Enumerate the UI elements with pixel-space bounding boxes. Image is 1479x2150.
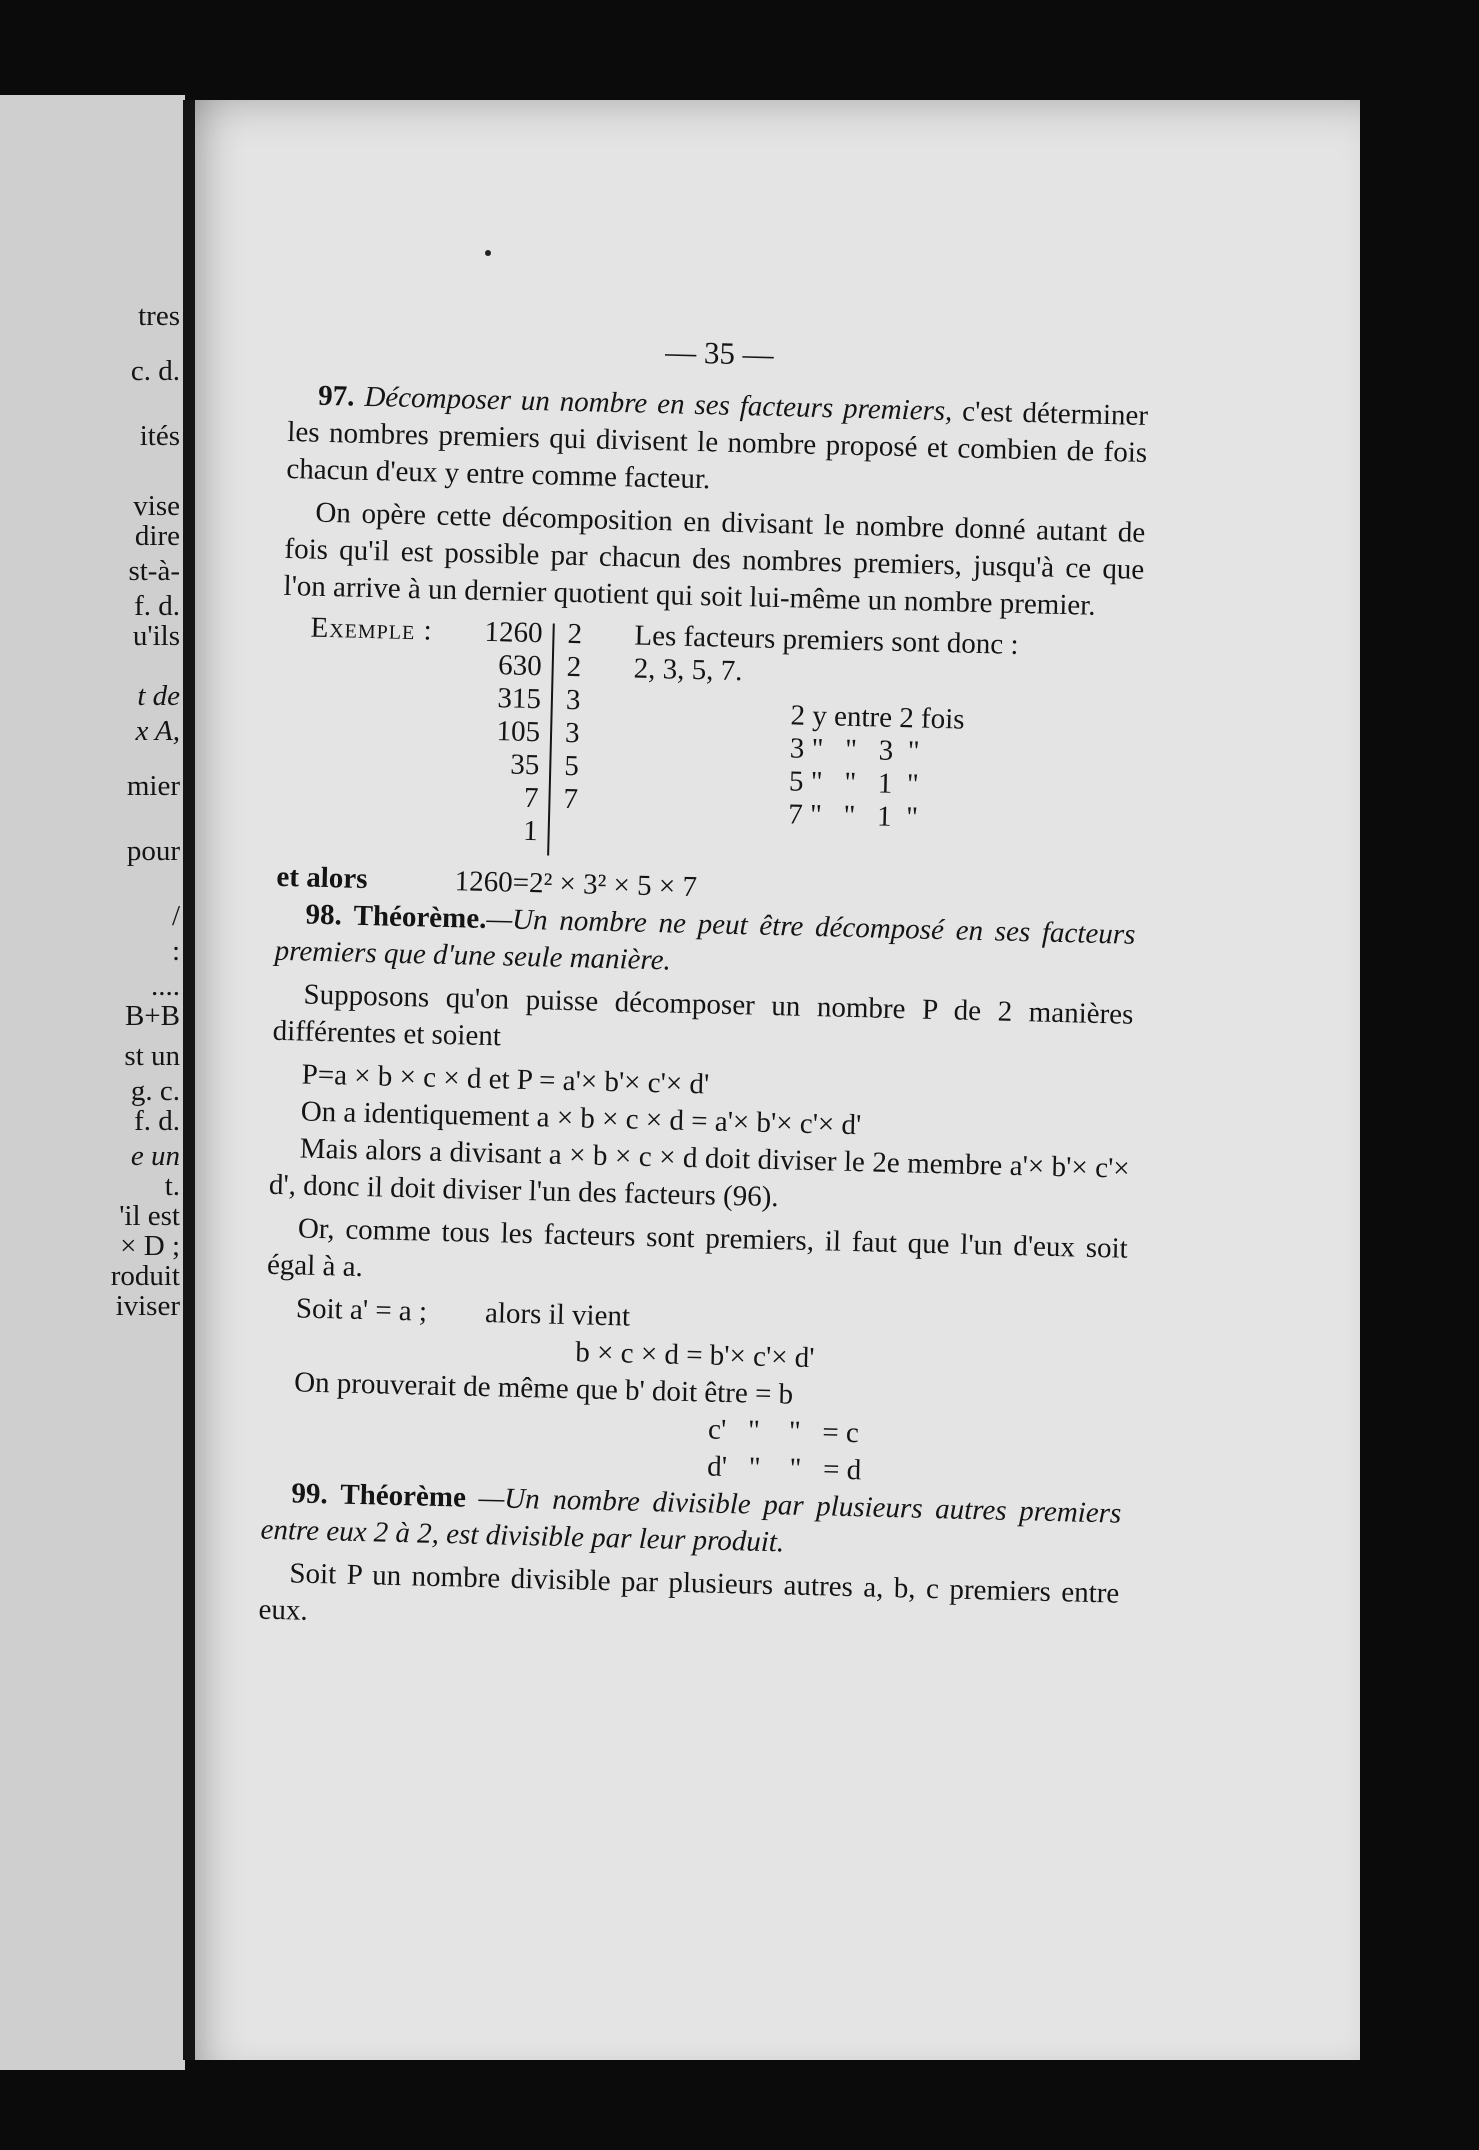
page-number: — 35 — [664,334,775,372]
margin-fragment: c. d. [130,355,180,387]
speck [485,250,491,256]
dividend: 1260 [484,615,543,650]
divisor: 7 [563,782,579,816]
definition-text: c'est déterminer les nombres premiers qui divisent le nombre proposé et combien de fois chacun d'eux y entre comme facteur. [286,395,1149,496]
section-number: 97. [317,379,355,413]
dividend: 630 [497,649,543,683]
dividend: 105 [496,715,541,749]
division-bar [547,624,555,856]
section-99-p1: Soit P un nombre divisible par plusieurs autres a, b, c premiers entre eux. [258,1557,1120,1627]
equation-3: b × c × d = b'× c'× d' [574,1336,815,1375]
margin-fragment: t de [137,680,180,712]
margin-fragment: mier [126,770,180,802]
divisor: 5 [563,749,580,783]
soit-line: Soit a' = a ; alors il vient [295,1292,631,1333]
margin-fragment: ités [139,420,180,452]
example-conclusion [633,620,1019,695]
margin-fragment: dire [134,520,180,552]
multiplicity-row: 2 y entre 2 fois [790,699,965,736]
divisor: 2 [567,617,583,651]
equation-2: On a identiquement a × b × c × d = a'× b'× c'× d' [300,1095,862,1142]
theorem-statement: —Un nombre ne peut être décomposé en ses facteurs premiers que d'une seule manière. [274,902,1136,977]
section-number: 99. [291,1477,329,1511]
margin-fragment: st-à- [128,555,180,587]
multiplicity-row: 7 " " 1 " [787,798,919,834]
margin-fragment: u'ils [132,620,180,652]
divisor: 3 [564,716,581,750]
multiplicity-row: 5 " " 1 " [788,765,920,801]
margin-fragment: st un [124,1040,180,1072]
example-label: Exemple : [310,611,433,647]
dividend: 315 [497,682,542,716]
proof-p3: Or, comme tous les facteurs sont premiers, il faut que l'un d'eux soit égal à a. [266,1212,1129,1284]
divisor: 3 [565,683,581,717]
section-title: Décomposer un nombre en ses facteurs premiers, [364,380,953,428]
dividend-column [457,615,543,848]
margin-fragment: B+B [124,1000,180,1032]
divisor: 2 [566,650,582,684]
margin-fragment: .... [151,970,180,1002]
divisor-column [563,618,608,817]
method-paragraph: On opère cette décomposition en divisant le nombre donné autant de fois qu'il est possible par chacun des nombres premiers, jusqu'à ce que l'on arrive à un dernier quotient qui soit lui-même un nombre premier. [283,496,1146,622]
margin-fragment: : [171,935,180,967]
margin-fragment: pour [126,835,180,867]
margin-fragment: e un [130,1140,180,1172]
dividend: 7 [523,781,539,815]
proof-p1: Supposons qu'on puisse décomposer un nombre P de 2 manières différentes et soient [272,978,1134,1053]
margin-fragment: g. c. [130,1075,180,1107]
proof-p2: Mais alors a divisant a × b × c × d doit diviser le 2e membre a'× b'× c'× d', donc il doit diviser l'un des facteurs (96). [268,1132,1131,1214]
section-number: 98. [305,898,343,932]
equation-1: P=a × b × c × d et P = a'× b'× c'× d' [301,1058,710,1101]
book-page [195,100,1360,2060]
section-97 [286,377,1148,509]
margin-fragment: f. d. [134,590,180,622]
margin-fragment: / [171,900,180,932]
margin-fragment: tres [138,300,180,332]
margin-fragment: x A, [135,715,180,747]
dividend: 1 [522,814,539,848]
multiplicity-table [788,699,965,835]
multiplicity-row: 3 " " 3 " [789,732,920,768]
factorization-example [277,611,1143,880]
margin-fragment: 'il est [119,1200,180,1232]
book-gutter [183,100,195,2060]
left-page-fragment [0,95,185,2070]
prove-line-c: c' " " = c [707,1413,860,1450]
margin-fragment: roduit [110,1260,180,1292]
margin-fragment: t. [164,1170,180,1202]
factors-list: 2, 3, 5, 7. [633,652,743,688]
theorem-heading: Théorème. [353,899,487,935]
page-content [258,325,1150,1656]
et-alors: et alors [276,860,368,896]
prove-line-d: d' " " = d [706,1450,862,1487]
factor-formula: 1260=2² × 3² × 5 × 7 [454,865,698,904]
theorem-statement: —Un nombre divisible par plusieurs autres premiers entre eux 2 à 2, est divisible par leur produit. [260,1481,1122,1559]
margin-fragment: × D ; [120,1230,180,1262]
factors-text: Les facteurs premiers sont donc : [634,619,1019,661]
margin-fragment: f. d. [134,1105,180,1137]
margin-fragment: vise [133,490,180,522]
margin-fragment: iviser [115,1290,180,1322]
dividend: 35 [509,748,540,782]
prove-line: On prouverait de même que b' doit être = b [293,1366,794,1411]
theorem-heading: Théorème [339,1478,467,1514]
